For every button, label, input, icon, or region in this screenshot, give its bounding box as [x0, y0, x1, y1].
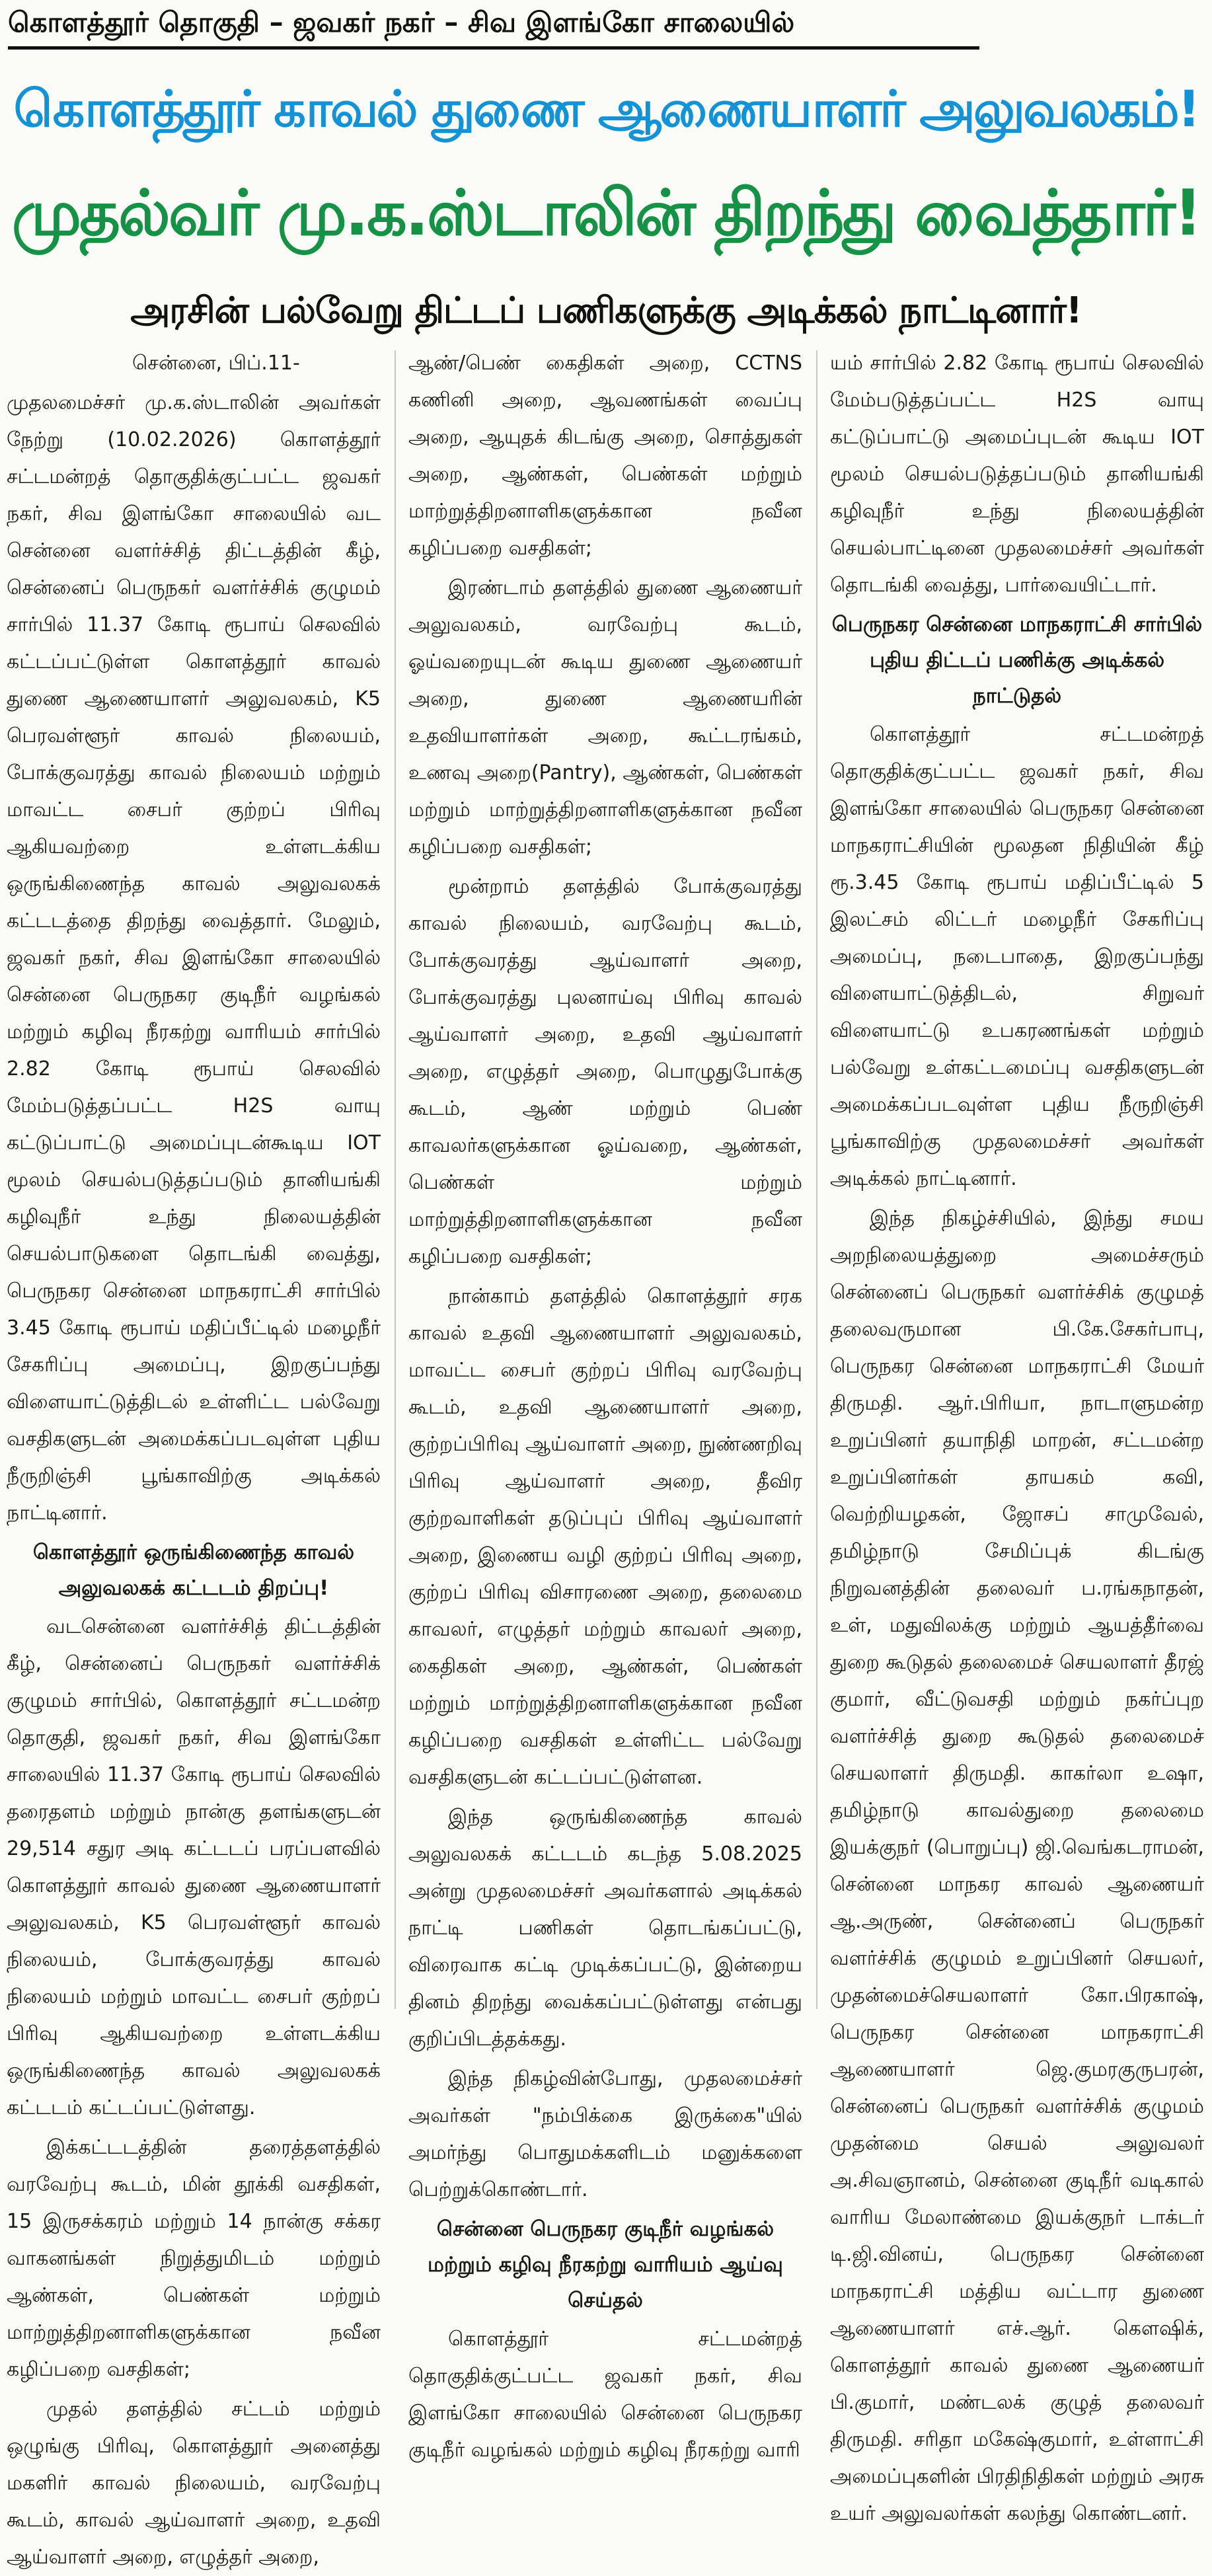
article-column-1 [7, 345, 381, 2569]
article-paragraph: இந்த ஒருங்கிணைந்த காவல் அலுவலகக் கட்டடம் கடந்த 5.08.2025 அன்று முதலமைச்சர் அவர்களால் அடிக்கல் நாட்டி பணிகள் தொடங்கப்பட்டு, விரைவாக கட்டி முடிக்கப்பட்டு, இன்றைய தினம் திறந்து வைக்கப்பட்டுள்ளது என்பது குறிப்பிடத்தக்கது. [408, 1805, 802, 2051]
section-subheading: சென்னை பெருநகர குடிநீர் வழங்கல் மற்றும் கழிவு நீரகற்று வாரியம் ஆய்வு செய்தல் [428, 2217, 783, 2312]
headline-line-1: கொளத்தூர் காவல் துணை ஆணையாளர் அலுவலகம்! [13, 79, 1199, 138]
article-column-2 [408, 345, 802, 2462]
article-paragraph: யம் சார்பில் 2.82 கோடி ரூபாய் செலவில் மேம்படுத்தப்பட்ட H2S வாயு கட்டுப்பாட்டு அமைப்புடன் கூடிய IOT மூலம் செயல்படுத்தப்படும் தானியங்கி கழிவுநீர் உந்து நிலையத்தின் செயல்பாட்டினை முதலமைச்சர் அவர்கள் தொடங்கி வைத்து, பார்வையிட்டார். [830, 352, 1204, 597]
dateline: சென்னை, பிப்.11- [132, 352, 300, 375]
article-paragraph: இந்த நிகழ்வின்போது, முதலமைச்சர் அவர்கள் "நம்பிக்கை இருக்கை"யில் அமர்ந்து பொதுமக்களிடம் மனுக்களை பெற்றுக்கொண்டார். [408, 2067, 802, 2201]
article-paragraph: கொளத்தூர் சட்டமன்றத் தொகுதிக்குட்பட்ட ஜவகர் நகர், சிவ இளங்கோ சாலையில் பெருநகர சென்னை மாநகராட்சியின் மூலதன நிதியின் கீழ் ரூ.3.45 கோடி ரூபாய் மதிப்பீட்டில் 5 இலட்சம் லிட்டர் மழைநீர் சேகரிப்பு அமைப்பு, நடைபாதை, இறகுப்பந்து விளையாட்டுத்திடல், சிறுவர் விளையாட்டு உபகரணங்கள் மற்றும் பல்வேறு உள்கட்டமைப்பு வசதிகளுடன் அமைக்கப்படவுள்ள புதிய நீருறிஞ்சி பூங்காவிற்கு முதலமைச்சர் அவர்கள் அடிக்கல் நாட்டினார். [830, 723, 1204, 1190]
article-paragraph: ஆண்/பெண் கைதிகள் அறை, CCTNS கணினி அறை, ஆவணங்கள் வைப்பு அறை, ஆயுதக் கிடங்கு அறை, சொத்துகள் அறை, ஆண்கள், பெண்கள் மற்றும் மாற்றுத்திறனாளிகளுக்கான நவீன கழிப்பறை வசதிகள்; [408, 352, 802, 560]
column-divider [395, 350, 396, 2009]
column-divider [816, 350, 817, 2009]
deck-subheadline: அரசின் பல்வேறு திட்டப் பணிகளுக்கு அடிக்கல் நாட்டினார்! [130, 289, 1082, 331]
article-paragraph: இக்கட்டடத்தின் தரைத்தளத்தில் வரவேற்பு கூடம், மின் தூக்கி வசதிகள், 15 இருசக்கரம் மற்றும் 14 நான்கு சக்கர வாகனங்கள் நிறுத்துமிடம் மற்றும் ஆண்கள், பெண்கள் மற்றும் மாற்றுத்திறனாளிகளுக்கான நவீன கழிப்பறை வசதிகள்; [7, 2136, 381, 2381]
article-paragraph: முதல் தளத்தில் சட்டம் மற்றும் ஒழுங்கு பிரிவு, கொளத்தூர் அனைத்து மகளிர் காவல் நிலையம், வரவேற்பு கூடம், காவல் ஆய்வாளர் அறை, உதவி ஆய்வாளர் அறை, எழுத்தர் அறை, [7, 2398, 381, 2569]
headline-line-2: முதல்வர் மு.க.ஸ்டாலின் திறந்து வைத்தார்! [11, 177, 1201, 250]
article-paragraph: இரண்டாம் தளத்தில் துணை ஆணையர் அலுவலகம், வரவேற்பு கூடம், ஓய்வறையுடன் கூடிய துணை ஆணையர் அறை, துணை ஆணையரின் உதவியாளர்கள் அறை, கூட்டரங்கம், உணவு அறை(Pantry), ஆண்கள், பெண்கள் மற்றும் மாற்றுத்திறனாளிகளுக்கான நவீன கழிப்பறை வசதிகள்; [408, 576, 802, 858]
kicker-underline [8, 46, 979, 50]
kicker-line: கொளத்தூர் தொகுதி – ஜவகர் நகர் – சிவ இளங்கோ சாலையில் [8, 6, 795, 38]
article-paragraph: மூன்றாம் தளத்தில் போக்குவரத்து காவல் நிலையம், வரவேற்பு கூடம், போக்குவரத்து ஆய்வாளர் அறை, போக்குவரத்து புலனாய்வு பிரிவு காவல் ஆய்வாளர் அறை, உதவி ஆய்வாளர் அறை, எழுத்தர் அறை, பொழுதுபோக்கு கூடம், ஆண் மற்றும் பெண் காவலர்களுக்கான ஓய்வறை, ஆண்கள், பெண்கள் மற்றும் மாற்றுத்திறனாளிகளுக்கான நவீன கழிப்பறை வசதிகள்; [408, 875, 802, 1268]
section-subheading: கொளத்தூர் ஒருங்கிணைந்த காவல் அலுவலகக் கட்டடம் திறப்பு! [32, 1540, 355, 1600]
article-paragraph: கொளத்தூர் சட்டமன்றத் தொகுதிக்குட்பட்ட ஜவகர் நகர், சிவ இளங்கோ சாலையில் சென்னை பெருநகர குடிநீர் வழங்கல் மற்றும் கழிவு நீரகற்று வாரி [408, 2328, 802, 2462]
article-paragraph: வடசென்னை வளர்ச்சித் திட்டத்தின் கீழ், சென்னைப் பெருநகர் வளர்ச்சிக் குழுமம் சார்பில், கொளத்தூர் சட்டமன்ற தொகுதி, ஜவகர் நகர், சிவ இளங்கோ சாலையில் 11.37 கோடி ரூபாய் செலவில் தரைதளம் மற்றும் நான்கு தளங்களுடன் 29,514 சதுர அடி கட்டடப் பரப்பளவில் கொளத்தூர் காவல் துணை ஆணையாளர் அலுவலகம், K5 பெரவள்ளூர் காவல் நிலையம், போக்குவரத்து காவல் நிலையம் மற்றும் மாவட்ட சைபர் குற்றப் பிரிவு ஆகியவற்றை உள்ளடக்கிய ஒருங்கிணைந்த காவல் அலுவலகக் கட்டடம் கட்டப்பட்டுள்ளது. [7, 1615, 381, 2119]
section-subheading: பெருநகர சென்னை மாநகராட்சி சார்பில் புதிய திட்டப் பணிக்கு அடிக்கல் நாட்டுதல் [831, 613, 1203, 708]
article-paragraph: இந்த நிகழ்ச்சியில், இந்து சமய அறநிலையத்துறை அமைச்சரும் சென்னைப் பெருநகர் வளர்ச்சிக் குழுமத் தலைவருமான பி.கே.சேகர்பாபு, பெருநகர சென்னை மாநகராட்சி மேயர் திருமதி. ஆர்.பிரியா, நாடாளுமன்ற உறுப்பினர் தயாநிதி மாறன், சட்டமன்ற உறுப்பினர்கள் தாயகம் கவி, வெற்றியழகன், ஜோசப் சாமுவேல், தமிழ்நாடு சேமிப்புக் கிடங்கு நிறுவனத்தின் தலைவர் ப.ரங்கநாதன், உள், மதுவிலக்கு மற்றும் ஆயத்தீர்வை துறை கூடுதல் தலைமைச் செயலாளர் தீரஜ் குமார், வீட்டுவசதி மற்றும் நகர்ப்புற வளர்ச்சித் துறை கூடுதல் தலைமைச் செயலாளர் திருமதி. காகர்லா உஷா, தமிழ்நாடு காவல்துறை தலைமை இயக்குநர் (பொறுப்பு) ஜி.வெங்கடராமன், சென்னை மாநகர காவல் ஆணையர் ஆ.அருண், சென்னைப் பெருநகர் வளர்ச்சிக் குழுமம் உறுப்பினர் செயலர், முதன்மைச்செயலாளர் கோ.பிரகாஷ், பெருநகர சென்னை மாநகராட்சி ஆணையாளர் ஜெ.குமரகுருபரன், சென்னைப் பெருநகர் வளர்ச்சிக் குழுமம் முதன்மை செயல் அலுவலர் அ.சிவஞானம், சென்னை குடிநீர் வடிகால் வாரிய மேலாண்மை இயக்குநர் டாக்டர் டி.ஜி.வினய், பெருநகர சென்னை மாநகராட்சி மத்திய வட்டார துணை ஆணையாளர் எச்.ஆர். கௌஷிக், கொளத்தூர் காவல் துணை ஆணையர் பி.குமார், மண்டலக் குழுத் தலைவர் திருமதி. சரிதா மகேஷ்குமார், உள்ளாட்சி அமைப்புகளின் பிரதிநிதிகள் மற்றும் அரசு உயர் அலுவலர்கள் கலந்து கொண்டனர். [830, 1207, 1204, 2525]
article-paragraph: முதலமைச்சர் மு.க.ஸ்டாலின் அவர்கள் நேற்று (10.02.2026) கொளத்தூர் சட்டமன்றத் தொகுதிக்குட்பட்ட ஜவகர் நகர், சிவ இளங்கோ சாலையில் வட சென்னை வளர்ச்சித் திட்டத்தின் கீழ், சென்னைப் பெருநகர் வளர்ச்சிக் குழுமம் சார்பில் 11.37 கோடி ரூபாய் செலவில் கட்டப்பட்டுள்ள கொளத்தூர் காவல் துணை ஆணையாளர் அலுவலகம், K5 பெரவள்ளூர் காவல் நிலையம், போக்குவரத்து காவல் நிலையம் மற்றும் மாவட்ட சைபர் குற்றப் பிரிவு ஆகியவற்றை உள்ளடக்கிய ஒருங்கிணைந்த காவல் அலுவலகக் கட்டடத்தை திறந்து வைத்தார். மேலும், ஜவகர் நகர், சிவ இளங்கோ சாலையில் சென்னை பெருநகர குடிநீர் வழங்கல் மற்றும் கழிவு நீரகற்று வாரியம் சார்பில் 2.82 கோடி ரூபாய் செலவில் மேம்படுத்தப்பட்ட H2S வாயு கட்டுப்பாட்டு அமைப்புடன்கூடிய IOT மூலம் செயல்படுத்தப்படும் தானியங்கி கழிவுநீர் உந்து நிலையத்தின் செயல்பாடுகளை தொடங்கி வைத்து, பெருநகர சென்னை மாநகராட்சி சார்பில் 3.45 கோடி ரூபாய் மதிப்பீட்டில் மழைநீர் சேகரிப்பு அமைப்பு, இறகுப்பந்து விளையாட்டுத்திடல் உள்ளிட்ட பல்வேறு வசதிகளுடன் அமைக்கப்படவுள்ள புதிய நீருறிஞ்சி பூங்காவிற்கு அடிக்கல் நாட்டினார். [7, 391, 381, 1525]
article-column-3 [830, 345, 1204, 2525]
article-paragraph: நான்காம் தளத்தில் கொளத்தூர் சரக காவல் உதவி ஆணையாளர் அலுவலகம், மாவட்ட சைபர் குற்றப் பிரிவு வரவேற்பு கூடம், உதவி ஆணையாளர் அறை, குற்றப்பிரிவு ஆய்வாளர் அறை, நுண்ணறிவு பிரிவு ஆய்வாளர் அறை, தீவிர குற்றவாளிகள் தடுப்புப் பிரிவு ஆய்வாளர் அறை, இணைய வழி குற்றப் பிரிவு அறை, குற்றப் பிரிவு விசாரணை அறை, தலைமை காவலர், எழுத்தர் மற்றும் காவலர் அறை, கைதிகள் அறை, ஆண்கள், பெண்கள் மற்றும் மாற்றுத்திறனாளிகளுக்கான நவீன கழிப்பறை வசதிகள் உள்ளிட்ட பல்வேறு வசதிகளுடன் கட்டப்பட்டுள்ளன. [408, 1285, 802, 1789]
